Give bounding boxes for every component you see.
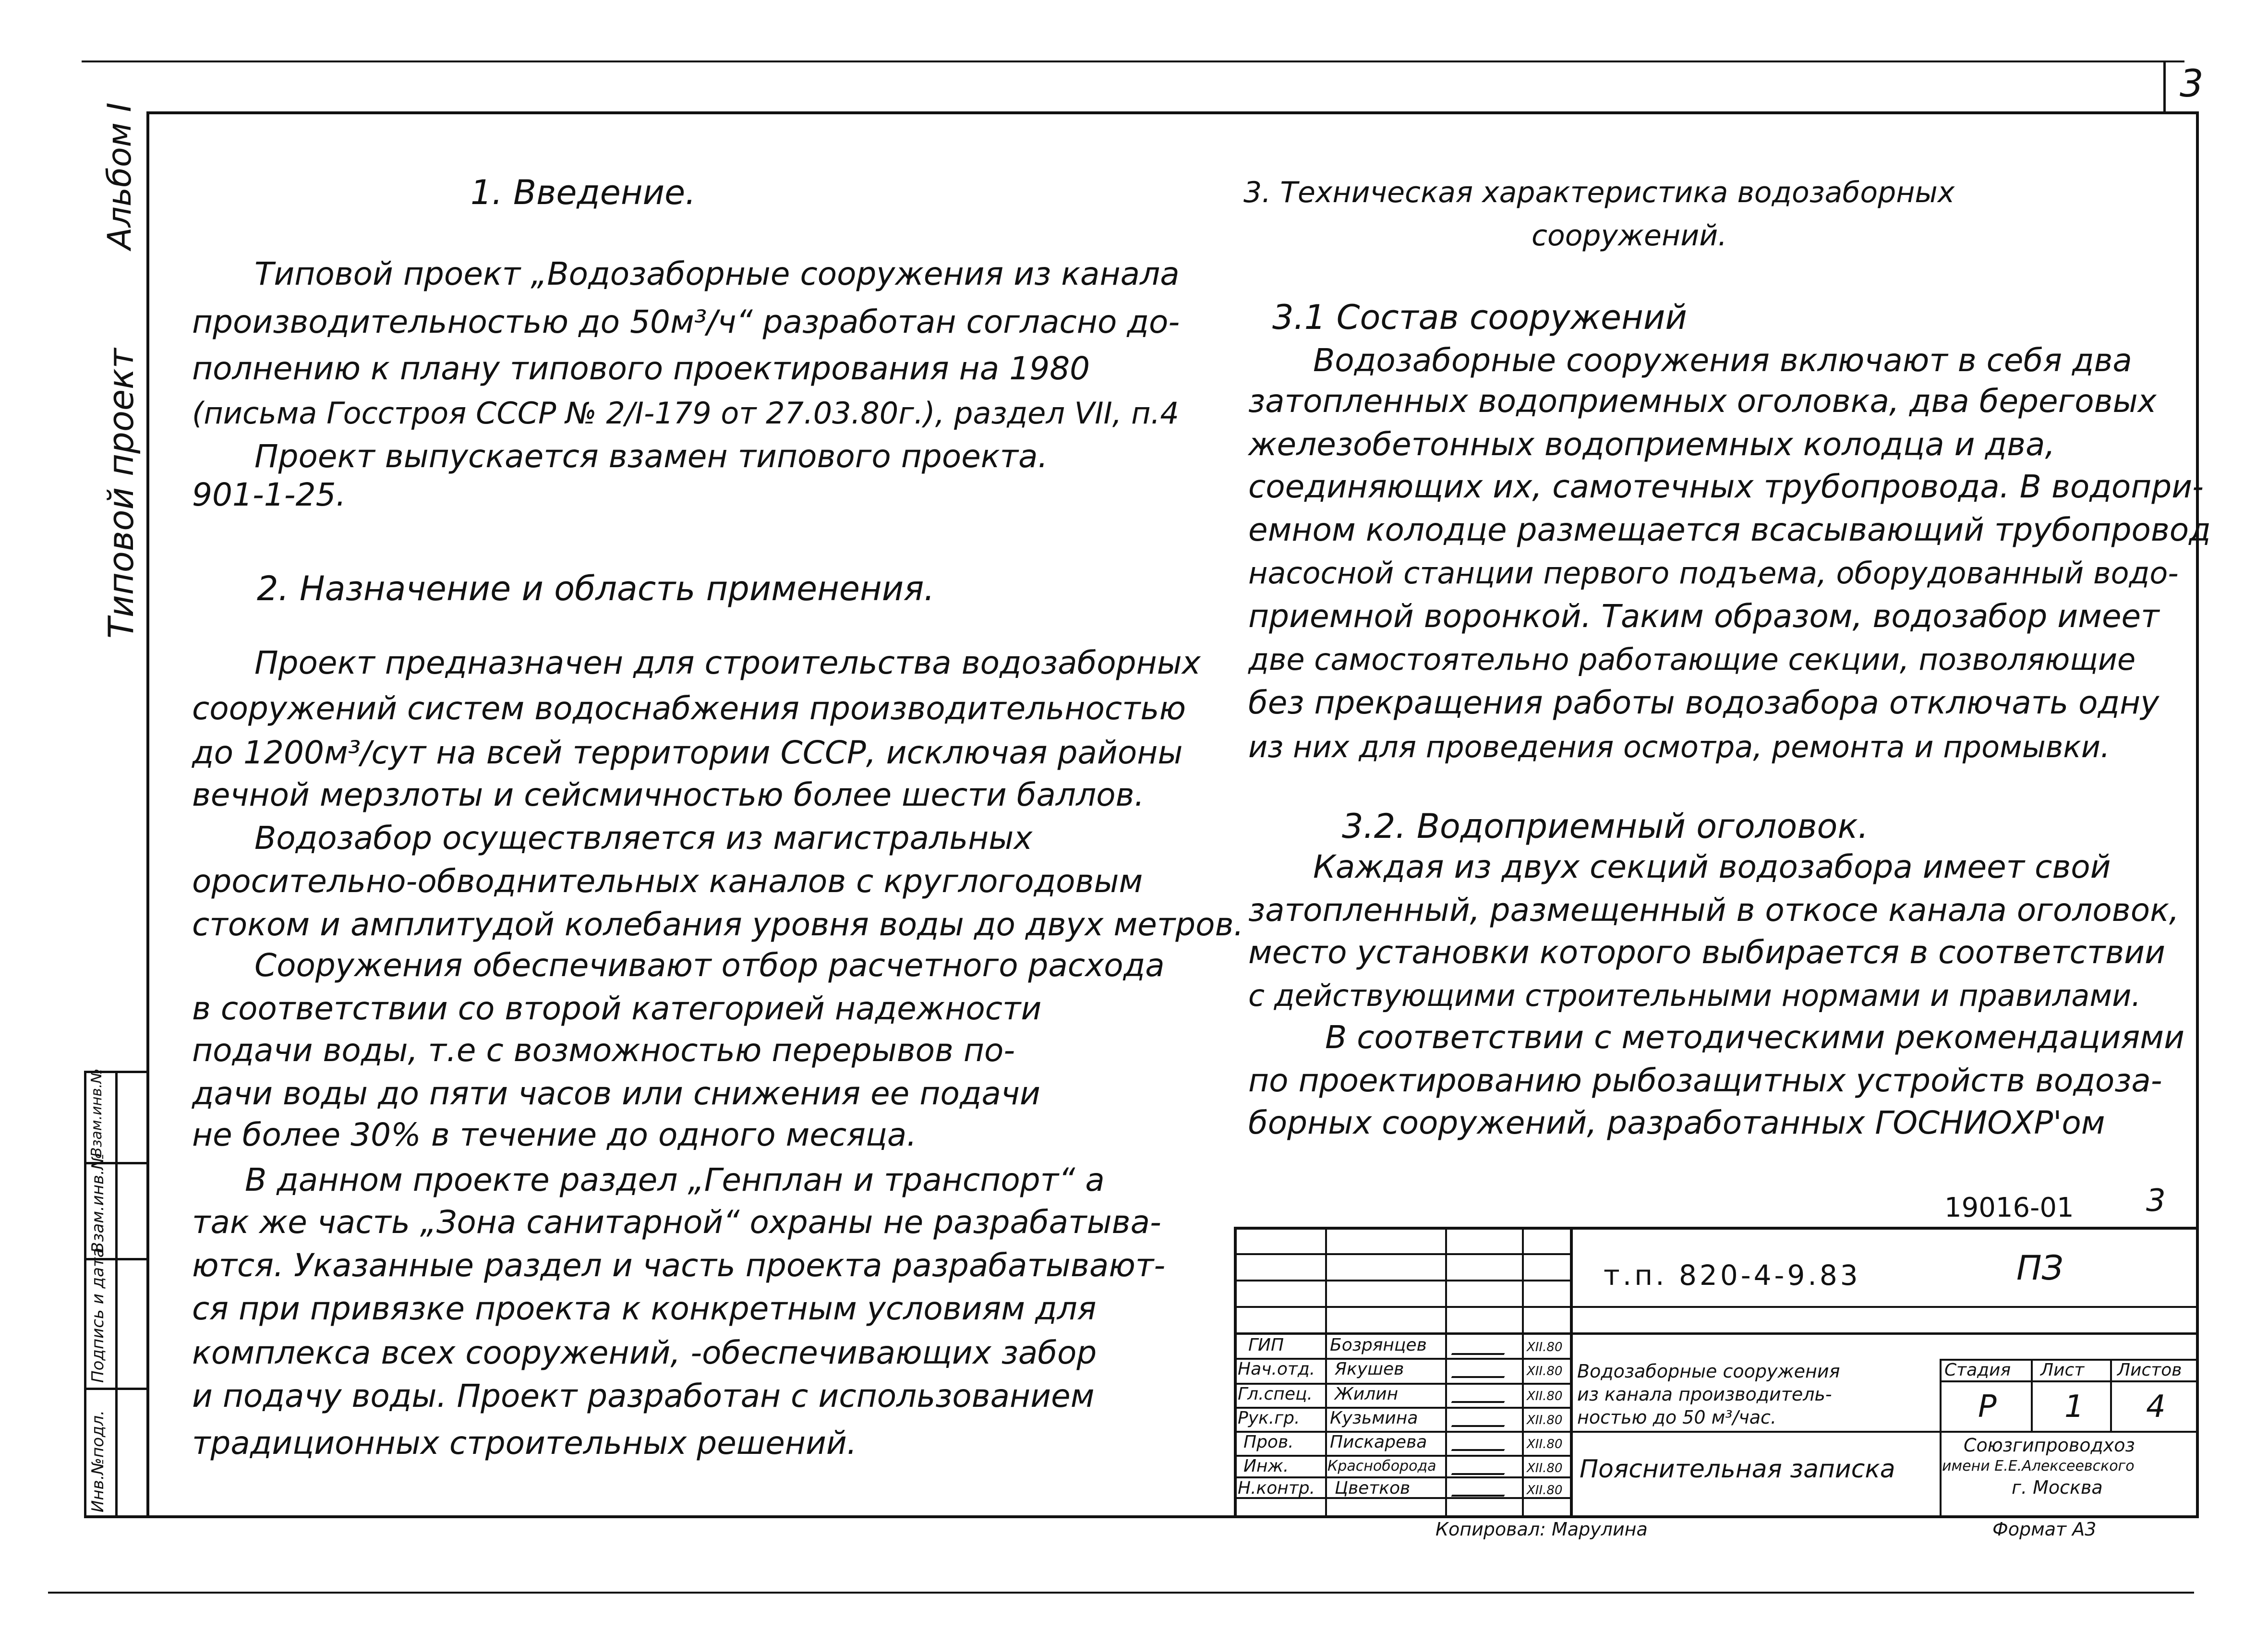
s32-line: по проектированию рыбозащитных устройств водоза- bbox=[1248, 1062, 2162, 1099]
stage-label: Стадия bbox=[1944, 1360, 2011, 1380]
s31-line: Водозаборные сооружения включают в себя два bbox=[1313, 342, 2132, 379]
purpose-line: ся при привязке проекта к конкретным условиям для bbox=[192, 1290, 1097, 1327]
stamp-row bbox=[1234, 1332, 2199, 1335]
name: Красноборода bbox=[1327, 1458, 1436, 1475]
project-label: Типовой проект bbox=[101, 348, 141, 639]
purpose-line: Проект предназначен для строительства водозаборных bbox=[254, 644, 1201, 681]
purpose-line: в соответствии со второй категорией надежности bbox=[192, 990, 1042, 1027]
page-number: 3 bbox=[2180, 62, 2204, 106]
s31-line: без прекращения работы водозабора отключать одну bbox=[1248, 684, 2159, 721]
purpose-line: В данном проекте раздел „Генплан и транспорт“ а bbox=[245, 1161, 1105, 1198]
project-code: т.п. 820-4-9.83 bbox=[1604, 1259, 1861, 1292]
stamp-code-divider bbox=[1570, 1306, 2199, 1308]
side-stamp-left bbox=[84, 1071, 86, 1518]
role: ГИП bbox=[1248, 1335, 1284, 1355]
top-rule bbox=[82, 60, 2184, 62]
date: XII.80 bbox=[1527, 1437, 1563, 1451]
stamp-col-sign bbox=[1445, 1227, 1447, 1517]
org-line: имени Е.Е.Алексеевского bbox=[1942, 1458, 2135, 1475]
purpose-line: комплекса всех сооружений, -обеспечивающих забор bbox=[192, 1334, 1097, 1371]
s31-heading: 3.1 Состав сооружений bbox=[1272, 298, 1687, 337]
doc-title: Пояснительная записка bbox=[1580, 1455, 1895, 1484]
role: Пров. bbox=[1243, 1432, 1294, 1452]
stamp-row bbox=[1234, 1306, 1570, 1308]
s31-line: две самостоятельно работающие секции, позволяющие bbox=[1248, 642, 2136, 677]
tech-heading: 3. Техническая характеристика водозаборных bbox=[1243, 176, 1955, 209]
date: XII.80 bbox=[1527, 1389, 1563, 1403]
side-stamp-sign-date: Подпись и дата bbox=[88, 1247, 108, 1383]
purpose-line: так же часть „Зона санитарной“ охраны не разрабатыва- bbox=[192, 1204, 1161, 1241]
s31-line: железобетонных водоприемных колодца и два, bbox=[1248, 426, 2055, 463]
sheets-value: 4 bbox=[2146, 1389, 2166, 1425]
purpose-line: оросительно-обводнительных каналов с круглогодовым bbox=[192, 863, 1143, 900]
copied-by: Копировал: Марулина bbox=[1436, 1519, 1648, 1540]
purpose-line: Водозабор осуществляется из магистральных bbox=[254, 820, 1033, 857]
date: XII.80 bbox=[1527, 1340, 1563, 1354]
s32-line: место установки которого выбирается в соответствии bbox=[1248, 934, 2165, 971]
purpose-line: сооружений систем водоснабжения производительностью bbox=[192, 690, 1186, 727]
date: XII.80 bbox=[1527, 1461, 1563, 1475]
name: Кузьмина bbox=[1330, 1408, 1418, 1428]
role: Нач.отд. bbox=[1238, 1359, 1315, 1379]
signature bbox=[1451, 1436, 1511, 1451]
sheet-value: 1 bbox=[2064, 1389, 2084, 1425]
frame-left bbox=[146, 111, 149, 1518]
stamp-col-stage bbox=[1940, 1359, 1942, 1517]
stamp-stage-label-line bbox=[1940, 1380, 2199, 1382]
stamp-title-line: из канала производитель- bbox=[1577, 1384, 1832, 1405]
purpose-line: стоком и амплитудой колебания уровня воды до двух метров. bbox=[192, 906, 1244, 943]
date: XII.80 bbox=[1527, 1413, 1563, 1427]
tech-heading-2: сооружений. bbox=[1532, 219, 1727, 253]
role: Инж. bbox=[1243, 1456, 1289, 1476]
intro-line: 901-1-25. bbox=[192, 476, 346, 513]
page-number-divider bbox=[2163, 62, 2166, 113]
intro-line: производительностью до 50м³/ч“ разработан согласно до- bbox=[192, 303, 1180, 340]
s31-line: насосной станции первого подъема, оборудованный водо- bbox=[1248, 556, 2179, 591]
name: Цветков bbox=[1335, 1478, 1411, 1498]
name: Бозрянцев bbox=[1330, 1335, 1427, 1355]
stage-value: Р bbox=[1978, 1389, 1997, 1425]
s32-heading: 3.2. Водоприемный оголовок. bbox=[1342, 807, 1869, 846]
purpose-line: традиционных строительных решений. bbox=[192, 1425, 857, 1462]
stamp-col-name bbox=[1325, 1227, 1327, 1517]
org-line: Союзгипроводхоз bbox=[1964, 1435, 2135, 1456]
purpose-line: до 1200м³/сут на всей территории СССР, исключая районы bbox=[192, 734, 1183, 771]
s32-line: В соответствии с методическими рекомендациями bbox=[1325, 1019, 2184, 1056]
purpose-line: не более 30% в течение до одного месяца. bbox=[192, 1116, 917, 1153]
signature bbox=[1451, 1340, 1511, 1355]
s32-line: борных сооружений, разработанных ГОСНИОХР'ом bbox=[1248, 1104, 2105, 1141]
name: Якушев bbox=[1335, 1359, 1404, 1379]
stamp-col-main bbox=[1570, 1227, 1573, 1517]
side-stamp-inv-no: Взам.инв.№ bbox=[88, 1068, 105, 1157]
sheets-label: Листов bbox=[2117, 1360, 2182, 1380]
side-stamp-replace-inv: Взам.инв.№ bbox=[88, 1152, 108, 1253]
stamp-top bbox=[1234, 1227, 2199, 1230]
s31-line: приемной воронкой. Таким образом, водозабор имеет bbox=[1248, 598, 2159, 635]
purpose-line: ются. Указанные раздел и часть проекта разрабатывают- bbox=[192, 1247, 1166, 1284]
format-label: Формат А3 bbox=[1992, 1519, 2097, 1540]
stamp-col-sheets bbox=[2110, 1359, 2112, 1431]
s31-line: затопленных водоприемных оголовка, два береговых bbox=[1248, 383, 2157, 420]
s31-line: соединяющих их, самотечных трубопровода. В водопри- bbox=[1248, 468, 2204, 505]
stamp-col-sheet bbox=[2031, 1359, 2033, 1431]
intro-line: Типовой проект „Водозаборные сооружения из канала bbox=[254, 255, 1180, 292]
inventory-number: 19016-01 bbox=[1944, 1192, 2074, 1223]
bottom-rule bbox=[48, 1592, 2194, 1594]
signature bbox=[1451, 1481, 1511, 1497]
stamp-row bbox=[1234, 1280, 1570, 1281]
intro-line: Проект выпускается взамен типового проекта. bbox=[254, 438, 1048, 475]
date: XII.80 bbox=[1527, 1483, 1563, 1498]
s31-line: из них для проведения осмотра, ремонта и промывки. bbox=[1248, 729, 2110, 764]
role: Н.контр. bbox=[1238, 1478, 1315, 1498]
name: Жилин bbox=[1335, 1384, 1399, 1404]
side-stamp-inv-orig: Инв.№подл. bbox=[88, 1410, 108, 1512]
stamp-title-line: ностью до 50 м³/час. bbox=[1577, 1407, 1777, 1428]
signature bbox=[1451, 1460, 1511, 1475]
intro-line: (письма Госстроя СССР № 2/I-179 от 27.03.80г.), раздел VII, п.4 bbox=[192, 396, 1179, 431]
purpose-line: и подачу воды. Проект разработан с использованием bbox=[192, 1378, 1095, 1414]
stamp-left bbox=[1234, 1227, 1237, 1517]
s31-line: емном колодце размещается всасывающий трубопровод bbox=[1248, 511, 2211, 548]
stamp-title-line: Водозаборные сооружения bbox=[1577, 1361, 1840, 1382]
purpose-line: вечной мерзлоты и сейсмичностью более шести баллов. bbox=[192, 776, 1145, 813]
purpose-line: подачи воды, т.е с возможностью перерывов по- bbox=[192, 1032, 1015, 1069]
intro-heading: 1. Введение. bbox=[470, 173, 696, 212]
name: Пискарева bbox=[1330, 1432, 1427, 1452]
signature bbox=[1451, 1388, 1511, 1403]
stamp-row bbox=[1234, 1253, 1570, 1255]
role: Рук.гр. bbox=[1238, 1408, 1300, 1428]
org-line: г. Москва bbox=[2012, 1477, 2103, 1498]
s32-line: Каждая из двух секций водозабора имеет свой bbox=[1313, 848, 2111, 885]
date: XII.80 bbox=[1527, 1364, 1563, 1378]
purpose-line: Сооружения обеспечивают отбор расчетного расхода bbox=[254, 947, 1165, 984]
purpose-line: дачи воды до пяти часов или снижения ее подачи bbox=[192, 1075, 1040, 1112]
intro-line: полнению к плану типового проектирования на 1980 bbox=[192, 350, 1090, 387]
purpose-heading: 2. Назначение и область применения. bbox=[257, 569, 935, 608]
stamp-col-date bbox=[1522, 1227, 1524, 1517]
doc-mark: ПЗ bbox=[2016, 1248, 2063, 1288]
signature bbox=[1451, 1363, 1511, 1378]
sheet-mark: 3 bbox=[2146, 1183, 2166, 1219]
sheet-label: Лист bbox=[2040, 1360, 2085, 1380]
side-stamp-mid bbox=[115, 1071, 118, 1518]
frame-bottom bbox=[84, 1515, 2199, 1518]
s32-line: затопленный, размещенный в откосе канала оголовок, bbox=[1248, 892, 2179, 929]
role: Гл.спец. bbox=[1238, 1384, 1313, 1404]
frame-top bbox=[146, 111, 2199, 114]
signature bbox=[1451, 1412, 1511, 1427]
album-label: Альбом I bbox=[101, 102, 139, 250]
s32-line: с действующими строительными нормами и правилами. bbox=[1248, 978, 2141, 1013]
side-stamp-sep3 bbox=[84, 1388, 146, 1390]
